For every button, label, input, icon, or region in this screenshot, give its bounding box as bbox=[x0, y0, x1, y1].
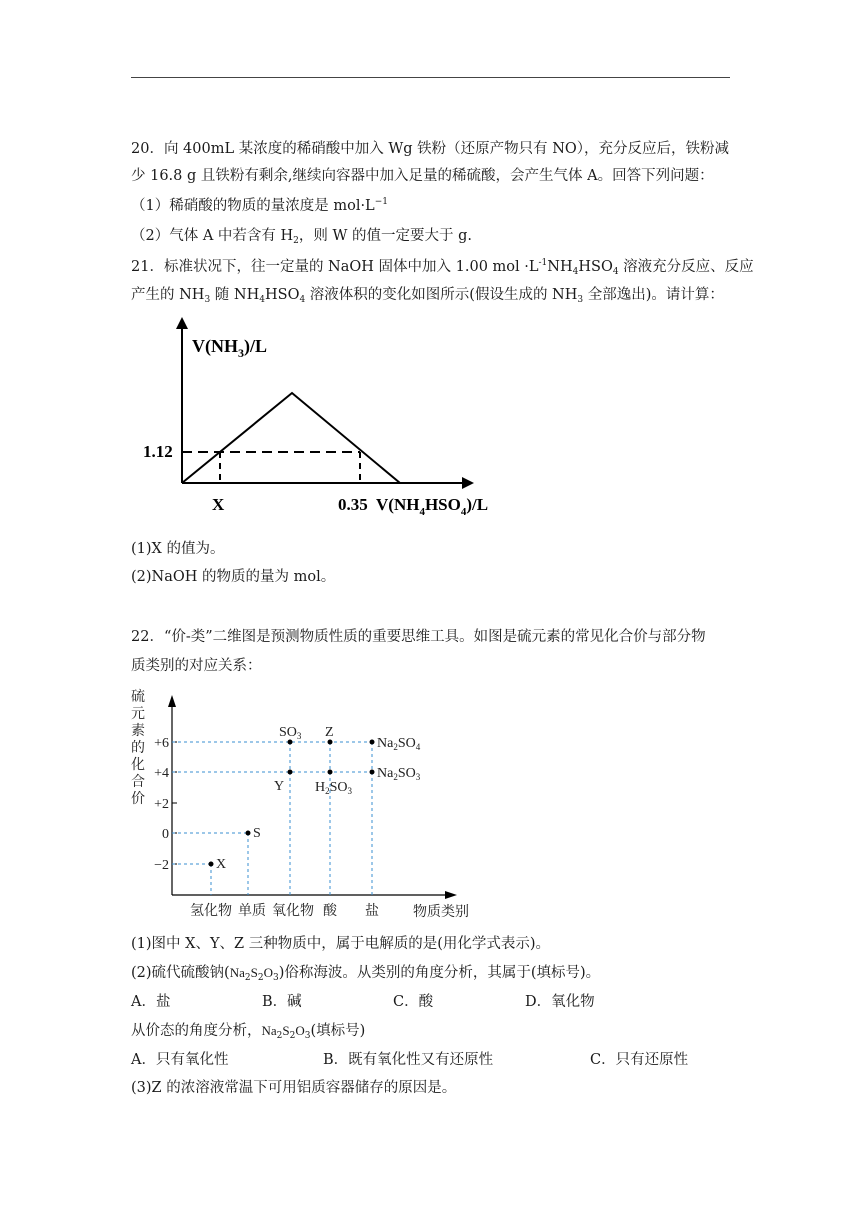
q22-part-2-valence: 从价态的角度分析，$Na_2S_2O_3$(填标号) bbox=[131, 1023, 366, 1041]
option-1-c: C．酸 bbox=[393, 994, 434, 1010]
point-so3 bbox=[288, 740, 293, 745]
q22-part-2: (2)硫代硫酸钠$(Na_2S_2O_3)$俗称海波。从类别的角度分析，其属于(填标号)。 bbox=[131, 965, 601, 983]
label-s: S bbox=[253, 826, 261, 841]
chart-y-tick-1-12: 1.12 bbox=[143, 442, 173, 461]
point-na2so3 bbox=[370, 770, 375, 775]
q22-part-1: (1)图中 X、Y、Z 三种物质中，属于电解质的是(用化学式表示)。 bbox=[131, 936, 551, 952]
option-2-a: A．只有氧化性 bbox=[131, 1052, 229, 1068]
x-cat-salt: 盐 bbox=[365, 903, 379, 919]
q20-part-1: （1）稀硝酸的物质的量浓度是 $mol\cdot L^{-1}$ bbox=[131, 197, 388, 214]
y-title-char-4: 的 bbox=[131, 740, 145, 756]
nh3-volume-chart bbox=[130, 315, 530, 525]
y-tick-plus6: +6 bbox=[154, 736, 169, 751]
option-2-b: B．既有氧化性又有还原性 bbox=[323, 1052, 494, 1068]
y-tick-minus2: −2 bbox=[154, 858, 169, 873]
y-tick-plus2: +2 bbox=[154, 797, 169, 812]
q20-line-2: 少 16.8 g 且铁粉有剩余,继续向容器中加入足量的稀硫酸，会产生气体 A。回答下列问题： bbox=[131, 168, 714, 184]
y-title-char-3: 素 bbox=[131, 723, 145, 739]
option-1-b: B．碱 bbox=[262, 994, 302, 1010]
option-2-c: C．只有还原性 bbox=[590, 1052, 689, 1068]
x-cat-oxide: 氧化物 bbox=[272, 903, 314, 919]
q22-line-2: 质类别的对应关系： bbox=[131, 658, 262, 674]
y-title-char-5: 化 bbox=[131, 757, 145, 773]
q20-line-1: 20．向 400mL 某浓度的稀硝酸中加入 Wg 铁粉（还原产物只有 NO），充分反应后，铁粉减 bbox=[131, 141, 730, 157]
q22-part-3: (3)Z 的浓溶液常温下可用铝质容器储存的原因是。 bbox=[131, 1080, 457, 1096]
y-title-char-1: 硫 bbox=[131, 689, 145, 705]
label-na2so3: $Na_2SO_3$ bbox=[377, 766, 421, 782]
y-title-char-7: 价 bbox=[131, 791, 145, 807]
chart-x-arrow bbox=[462, 477, 474, 489]
label-h2so3: $H_2SO_3$ bbox=[315, 780, 353, 796]
q21-part-1: (1)X 的值为。 bbox=[131, 541, 225, 557]
y-tick-0: 0 bbox=[162, 827, 169, 842]
y-title-char-2: 元 bbox=[131, 706, 145, 722]
label-z: Z bbox=[325, 725, 334, 740]
label-na2so4: $Na_2SO_4$ bbox=[377, 736, 421, 752]
q20-part-2: （2）气体 A 中若含有 $H_2$，则 W 的值一定要大于 g. bbox=[131, 228, 473, 246]
y-title-char-6: 合 bbox=[131, 774, 145, 790]
valence-class-diagram bbox=[125, 683, 485, 923]
y-tick-plus4: +4 bbox=[154, 766, 169, 781]
point-h2so3 bbox=[328, 770, 333, 775]
point-z bbox=[328, 740, 333, 745]
x-cat-element: 单质 bbox=[238, 903, 266, 919]
label-y: Y bbox=[274, 779, 285, 794]
chart-x-label: $V(NH_4HSO_4)/L$ bbox=[376, 495, 489, 518]
q21-line-2: 产生的 $NH_3$ 随 $NH_4HSO_4$ 溶液体积的变化如图所示(假设生成的 $NH_3$ 全部逸出)。请计算： bbox=[131, 287, 724, 305]
chart-x-tick-x: X bbox=[212, 495, 225, 514]
x-cat-acid: 酸 bbox=[323, 903, 337, 919]
q22-line-1: 22．“价-类”二维图是预测物质性质的重要思维工具。如图是硫元素的常见化合价与部分物 bbox=[131, 629, 706, 645]
chart-y-label: $V(NH_3)/L$ bbox=[192, 336, 268, 360]
diagram-x-arrow bbox=[445, 891, 457, 899]
q21-part-2: (2)NaOH 的物质的量为 mol。 bbox=[131, 569, 336, 585]
point-y bbox=[288, 770, 293, 775]
option-1-a: A．盐 bbox=[131, 994, 171, 1010]
chart-line bbox=[182, 393, 400, 483]
x-cat-hydride: 氢化物 bbox=[190, 903, 232, 919]
chart-x-tick-0-35: 0.35 bbox=[338, 495, 368, 514]
label-x: X bbox=[216, 857, 227, 872]
point-x bbox=[209, 862, 214, 867]
chart-y-arrow bbox=[176, 317, 188, 329]
diagram-y-arrow bbox=[168, 695, 176, 707]
x-axis-title: 物质类别 bbox=[413, 904, 469, 920]
label-so3: $SO_3$ bbox=[279, 725, 302, 741]
diagram-y-title bbox=[131, 689, 145, 807]
header-rule bbox=[131, 77, 730, 78]
point-s bbox=[246, 831, 251, 836]
option-1-d: D．氧化物 bbox=[525, 994, 595, 1010]
point-na2so4 bbox=[370, 740, 375, 745]
q21-line-1: 21．标准状况下，往一定量的 NaOH 固体中加入 1.00 mol $\cdot L^{-1}NH_4HSO_4$ 溶液充分反应、反应 bbox=[131, 258, 754, 277]
